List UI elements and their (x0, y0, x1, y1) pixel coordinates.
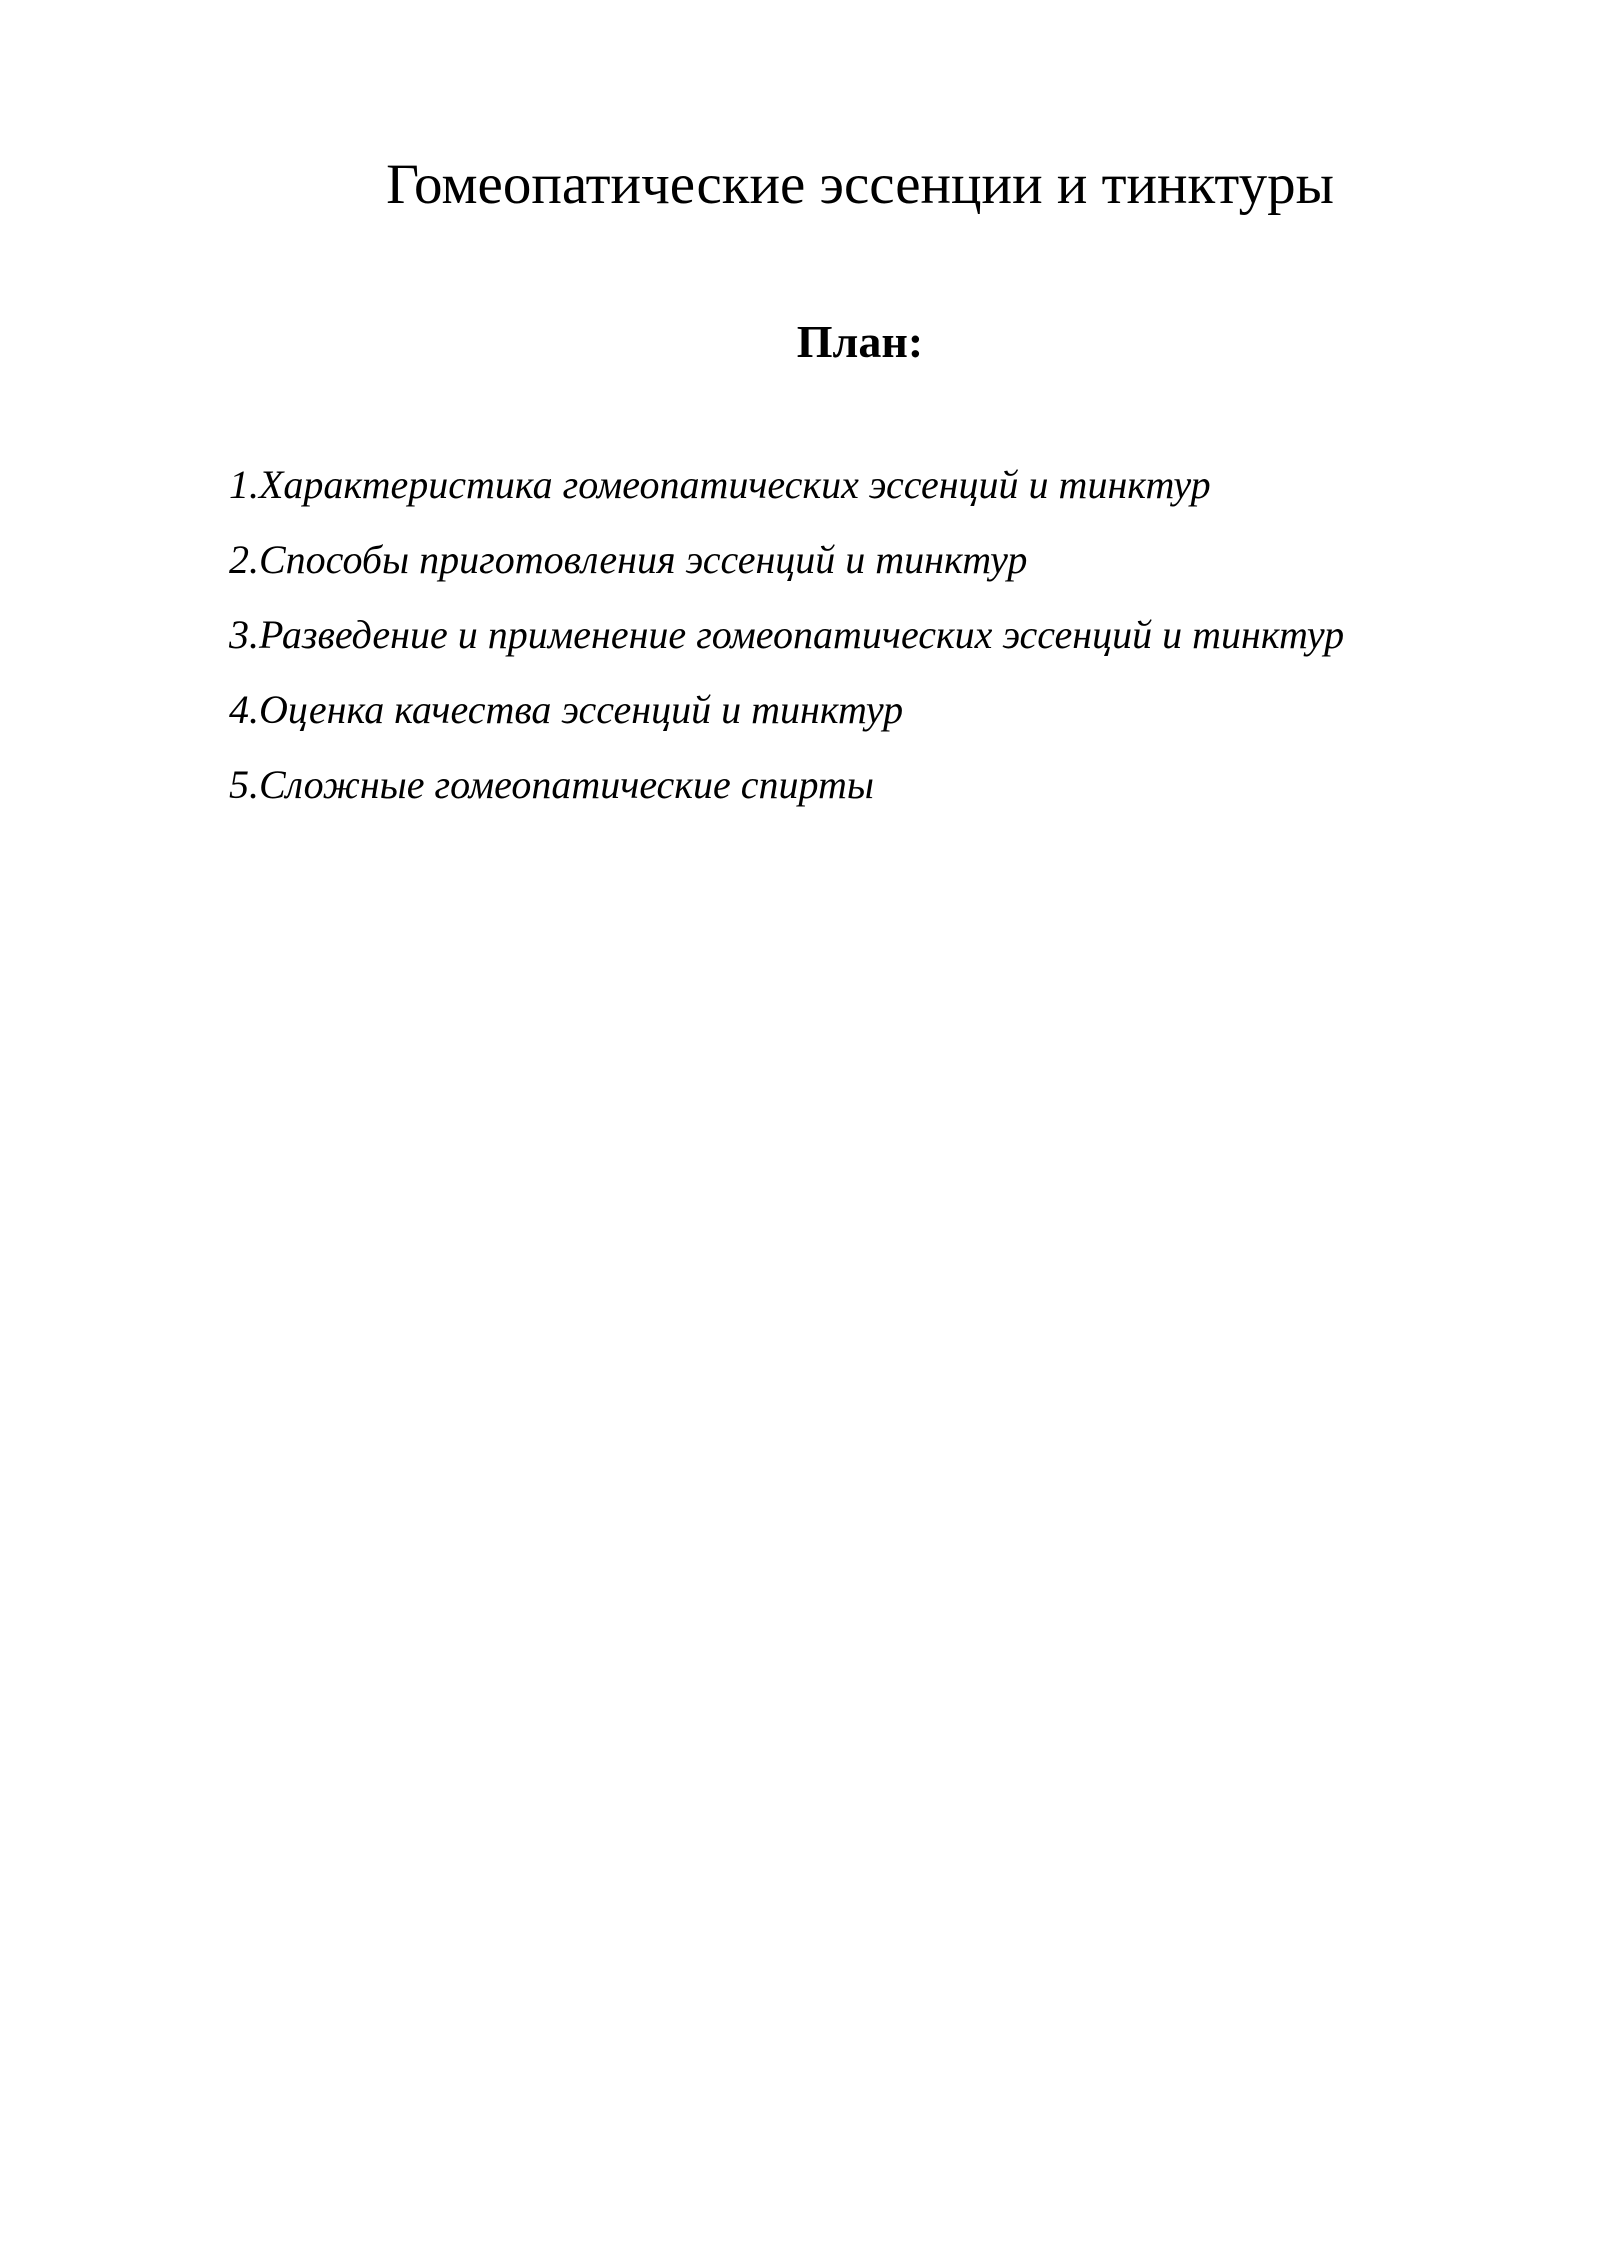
plan-item: 5.Сложные гомеопатические спирты (229, 762, 874, 807)
plan-heading: План: (796, 316, 924, 367)
plan-list (229, 458, 1344, 833)
plan-item: 1.Характеристика гомеопатических эссенций и тинктур (229, 462, 1211, 507)
plan-item: 3.Разведение и применение гомеопатических эссенций и тинктур (229, 612, 1345, 657)
plan-item: 4.Оценка качества эссенций и тинктур (229, 687, 904, 732)
document-title: Гомеопатические эссенции и тинктуры (386, 153, 1334, 216)
plan-item: 2.Способы приготовления эссенций и тинктур (229, 537, 1028, 582)
